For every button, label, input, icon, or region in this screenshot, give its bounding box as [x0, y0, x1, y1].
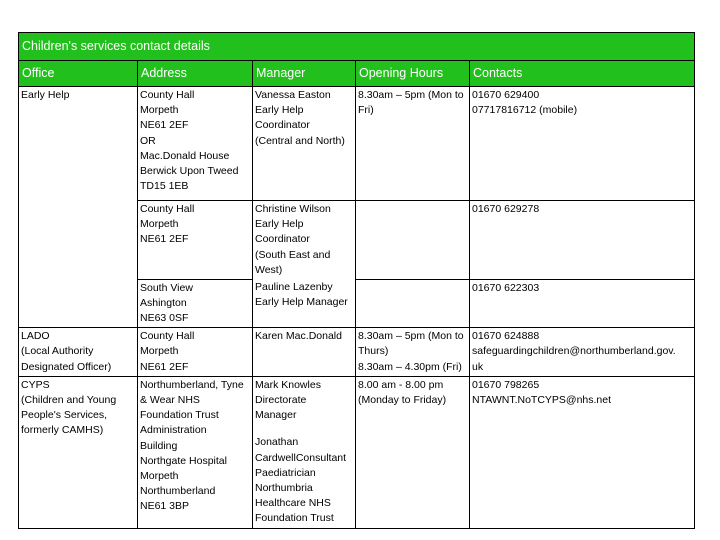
- header-office: Office: [19, 61, 138, 87]
- header-address: Address: [138, 61, 253, 87]
- contact-table: [18, 32, 695, 529]
- table-title: Children's services contact details: [19, 33, 695, 61]
- header-contacts: Contacts: [470, 61, 695, 87]
- office-cell: Early Help: [19, 87, 138, 328]
- hours-cell: 8.30am – 5pm (Mon to Thurs) 8.30am – 4.30pm (Fri): [356, 328, 470, 377]
- hours-cell: 8.00 am - 8.00 pm (Monday to Friday): [356, 376, 470, 528]
- table-row: [19, 376, 695, 528]
- address-cell: Northumberland, Tyne & Wear NHS Foundation Trust Administration Building Northgate Hospital Morpeth Northumberland NE61 3BP: [138, 376, 253, 528]
- manager-secondary: Jonathan CardwellConsultant Paediatrician Northumbria Healthcare NHS Foundation Trust: [255, 436, 347, 525]
- hours-cell: 8.30am – 5pm (Mon to Fri): [356, 87, 470, 201]
- header-row: [19, 61, 695, 87]
- hours-cell: [356, 201, 470, 280]
- manager-cell: Pauline Lazenby Early Help Manager: [253, 279, 356, 328]
- manager-cell: [253, 376, 356, 528]
- office-cell: CYPS (Children and Young People's Services, formerly CAMHS): [19, 376, 138, 528]
- contacts-cell: 01670 629278: [470, 201, 695, 280]
- manager-cell: Vanessa Easton Early Help Coordinator (Central and North): [253, 87, 356, 201]
- contacts-cell: 01670 629400 07717816712 (mobile): [470, 87, 695, 201]
- contacts-cell: 01670 622303: [470, 279, 695, 328]
- manager-cell: Christine Wilson Early Help Coordinator (South East and West): [253, 201, 356, 280]
- contacts-cell: 01670 798265 NTAWNT.NoTCYPS@nhs.net: [470, 376, 695, 528]
- office-cell: LADO (Local Authority Designated Officer): [19, 328, 138, 377]
- address-cell: County Hall Morpeth NE61 2EF OR Mac.Donald House Berwick Upon Tweed TD15 1EB: [138, 87, 253, 201]
- address-cell: County Hall Morpeth NE61 2EF: [138, 201, 253, 280]
- header-manager: Manager: [253, 61, 356, 87]
- manager-primary: Mark Knowles Directorate Manager: [255, 378, 321, 422]
- table-row: [19, 87, 695, 201]
- contacts-cell: 01670 624888 safeguardingchildren@northumberland.gov. uk: [470, 328, 695, 377]
- manager-cell: Karen Mac.Donald: [253, 328, 356, 377]
- hours-cell: [356, 279, 470, 328]
- address-cell: County Hall Morpeth NE61 2EF: [138, 328, 253, 377]
- address-cell: South View Ashington NE63 0SF: [138, 279, 253, 328]
- table-row: [19, 328, 695, 377]
- header-opening-hours: Opening Hours: [356, 61, 470, 87]
